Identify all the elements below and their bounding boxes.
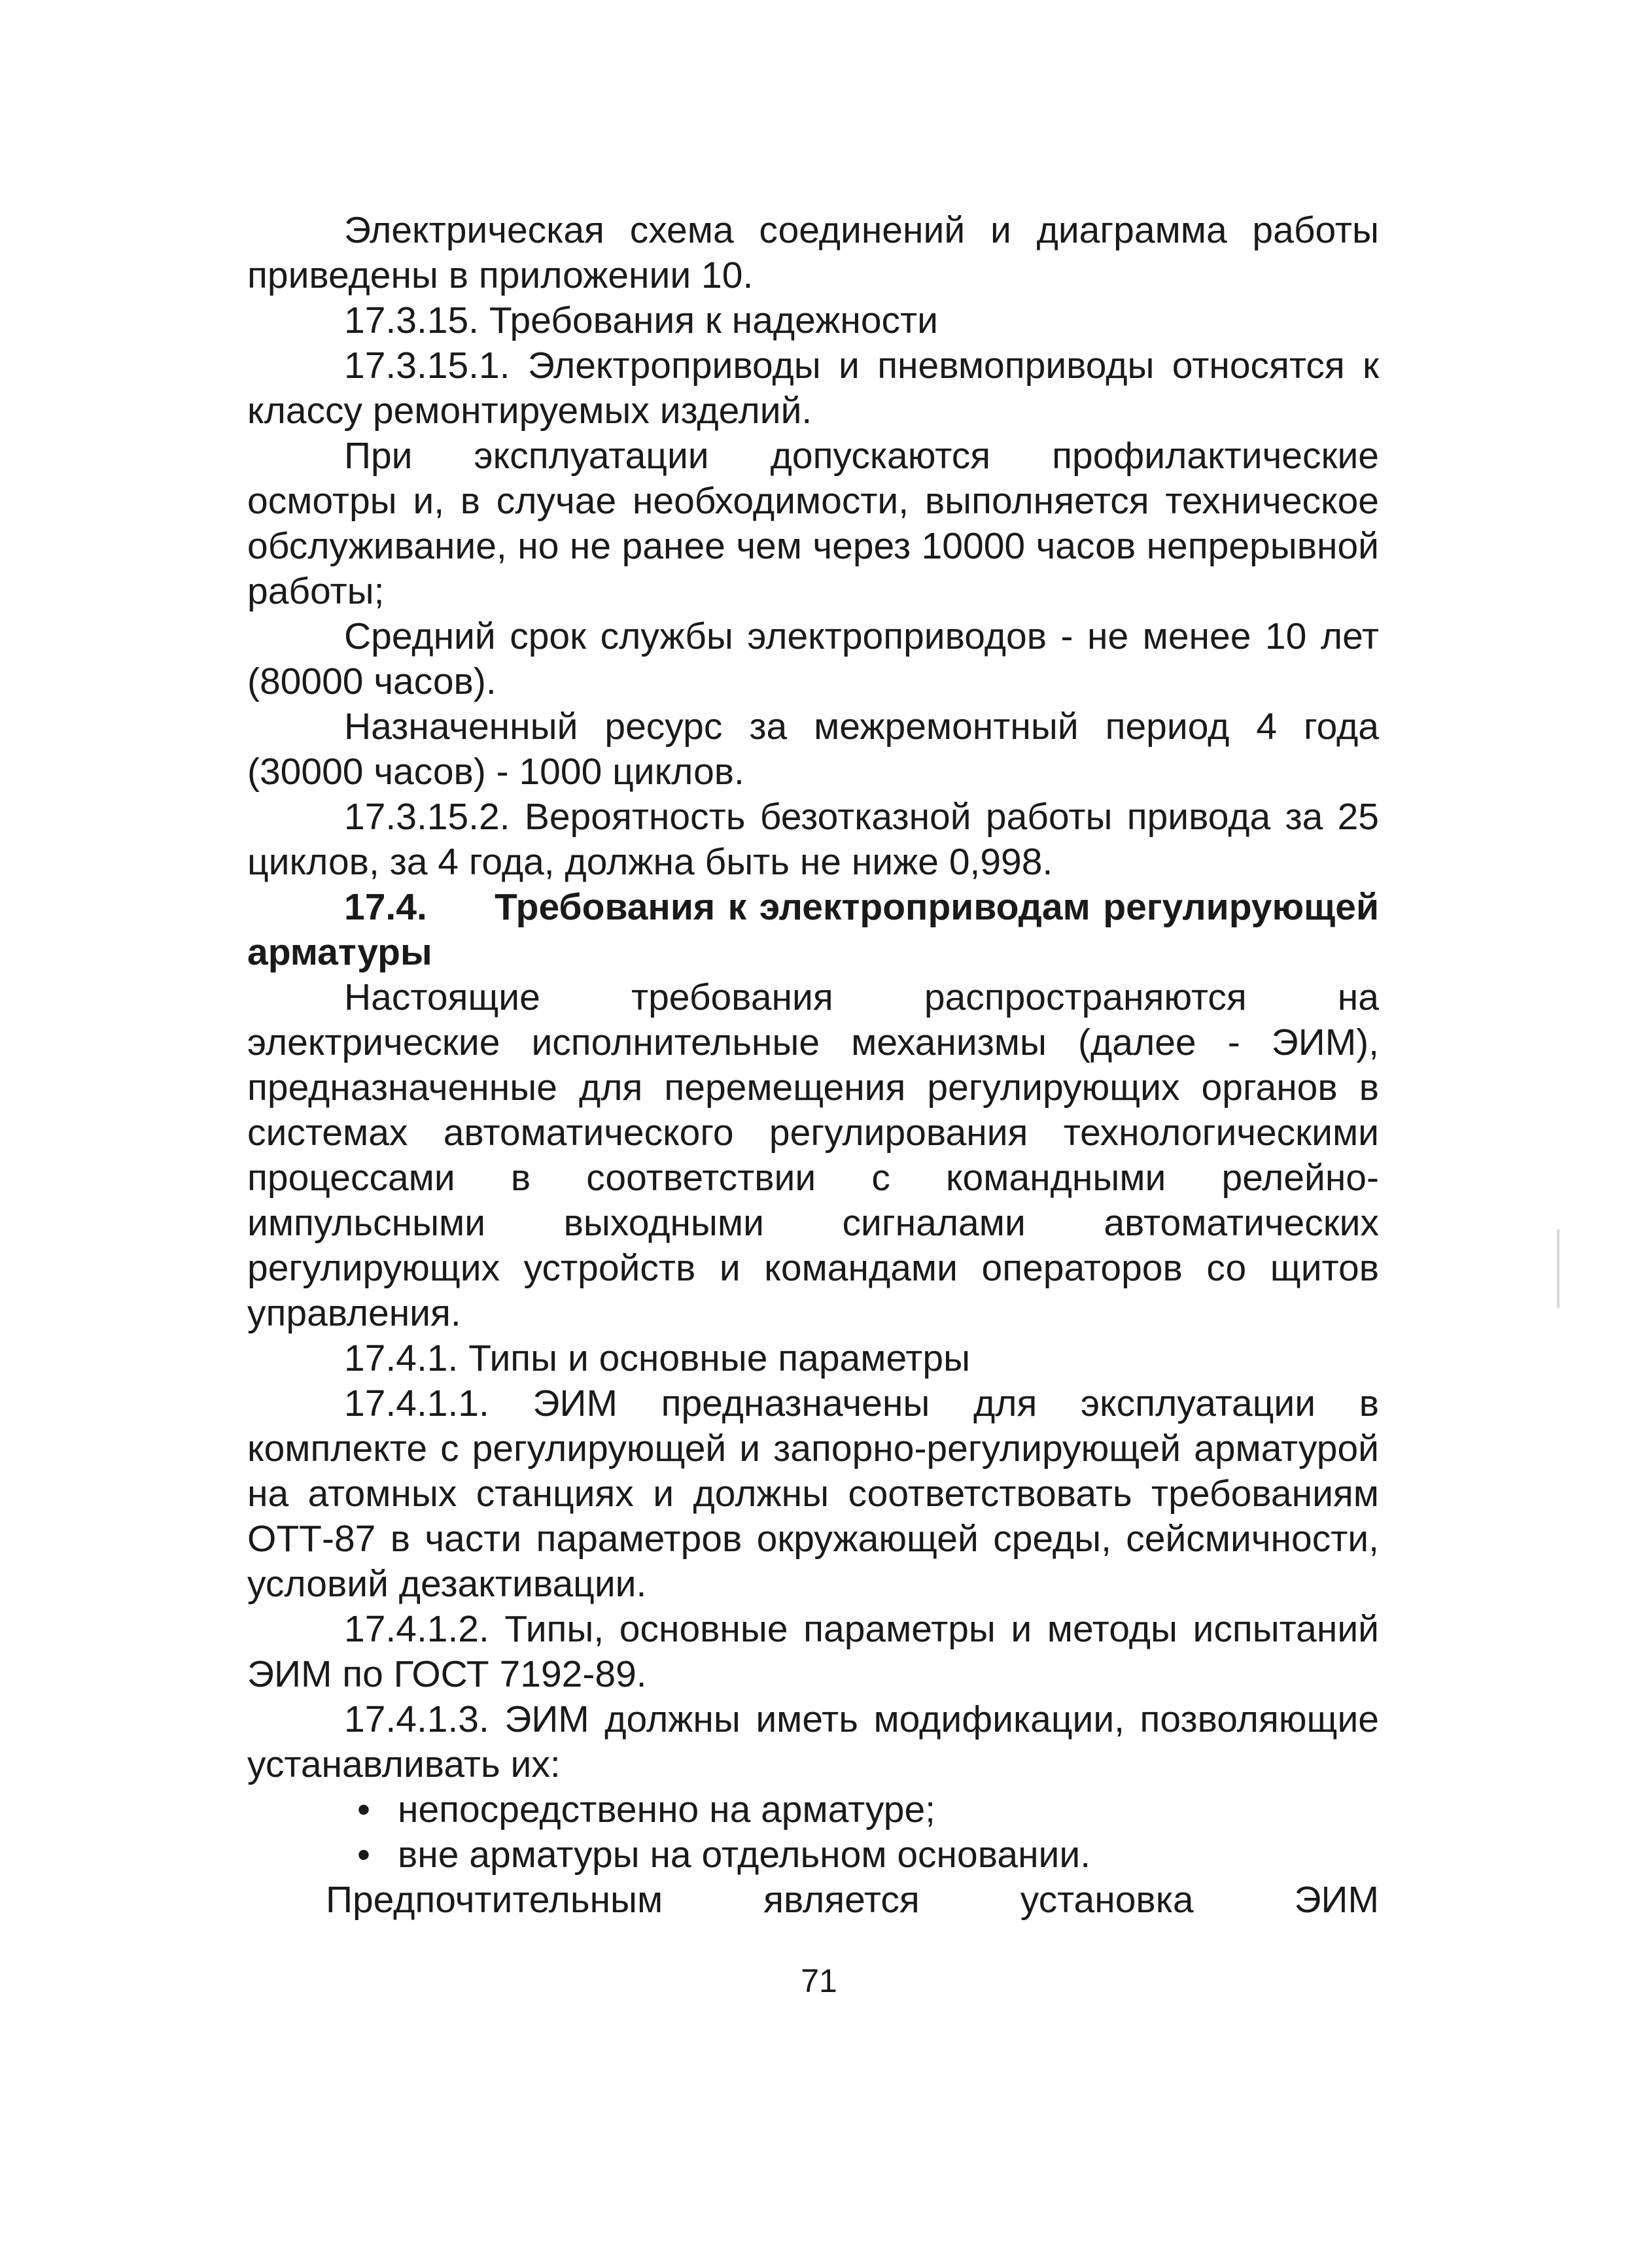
- list-item: [247, 1832, 1379, 1878]
- section-title: Требования к электроприводам регулирующей арматуры: [247, 886, 1379, 973]
- paragraph-17-4-1-3: 17.4.1.3. ЭИМ должны иметь модификации, позволяющие устанавливать их:: [247, 1698, 1379, 1785]
- paragraph-electrical-scheme: Электрическая схема соединений и диаграмма работы приведены в приложении 10.: [247, 209, 1379, 296]
- paragraph-17-4-1-2: 17.4.1.2. Типы, основные параметры и методы испытаний ЭИМ по ГОСТ 7192-89.: [247, 1608, 1379, 1695]
- word: установка: [1020, 1879, 1194, 1921]
- word: является: [763, 1879, 920, 1921]
- document-body: [247, 208, 1379, 1923]
- paragraph-service-life: Средний срок службы электроприводов - не менее 10 лет (80000 часов).: [247, 615, 1379, 702]
- bullet-icon: •: [357, 1834, 370, 1876]
- paragraph-17-3-15-1: 17.3.15.1. Электроприводы и пневмоприводы относятся к классу ремонтируемых изделий.: [247, 345, 1379, 432]
- paragraph-preferred-installation: [247, 1878, 1379, 1923]
- paragraph-17-3-15-2: 17.3.15.2. Вероятность безотказной работы привода за 25 циклов, за 4 года, должна быть не ниже 0,998.: [247, 796, 1379, 883]
- scan-artifact: [1557, 1229, 1560, 1308]
- section-heading-17-3-15: 17.3.15. Требования к надежности: [344, 300, 938, 341]
- word: Предпочтительным: [326, 1879, 663, 1921]
- paragraph-maintenance: При эксплуатации допускаются профилактические осмотры и, в случае необходимости, выполняется техническое обслуживание, но не ранее чем через 10000 часов непрерывной работы;: [247, 435, 1379, 612]
- section-heading-17-4: [247, 885, 1379, 975]
- section-heading-17-4-1: 17.4.1. Типы и основные параметры: [344, 1337, 971, 1379]
- section-number: 17.4.: [344, 886, 427, 928]
- list-item-text: вне арматуры на отдельном основании.: [398, 1834, 1091, 1876]
- paragraph-17-4-1-1: 17.4.1.1. ЭИМ предназначены для эксплуатации в комплекте с регулирующей и запорно-регулирующей арматурой на атомных станциях и должны соответствовать требованиям ОТТ-87 в части параметров окружающей среды, сейсмичности, условий дезактивации.: [247, 1383, 1379, 1605]
- paragraph-scope: Настоящие требования распространяются на электрические исполнительные механизмы (далее - ЭИМ), предназначенные для перемещения регулирующих органов в системах автоматического регулирования технологическими процессами в соответствии с командными релейно-импульсными выходными сигналами автоматических регулирующих устройств и командами операторов со щитов управления.: [247, 976, 1379, 1334]
- page-number: 71: [801, 1963, 837, 1999]
- paragraph-assigned-resource: Назначенный ресурс за межремонтный период 4 года (30000 часов) - 1000 циклов.: [247, 706, 1379, 793]
- bullet-list: [247, 1787, 1379, 1878]
- word: ЭИМ: [1294, 1879, 1379, 1921]
- list-item: [247, 1787, 1379, 1832]
- list-item-text: непосредственно на арматуре;: [398, 1789, 935, 1830]
- bullet-icon: •: [357, 1789, 370, 1830]
